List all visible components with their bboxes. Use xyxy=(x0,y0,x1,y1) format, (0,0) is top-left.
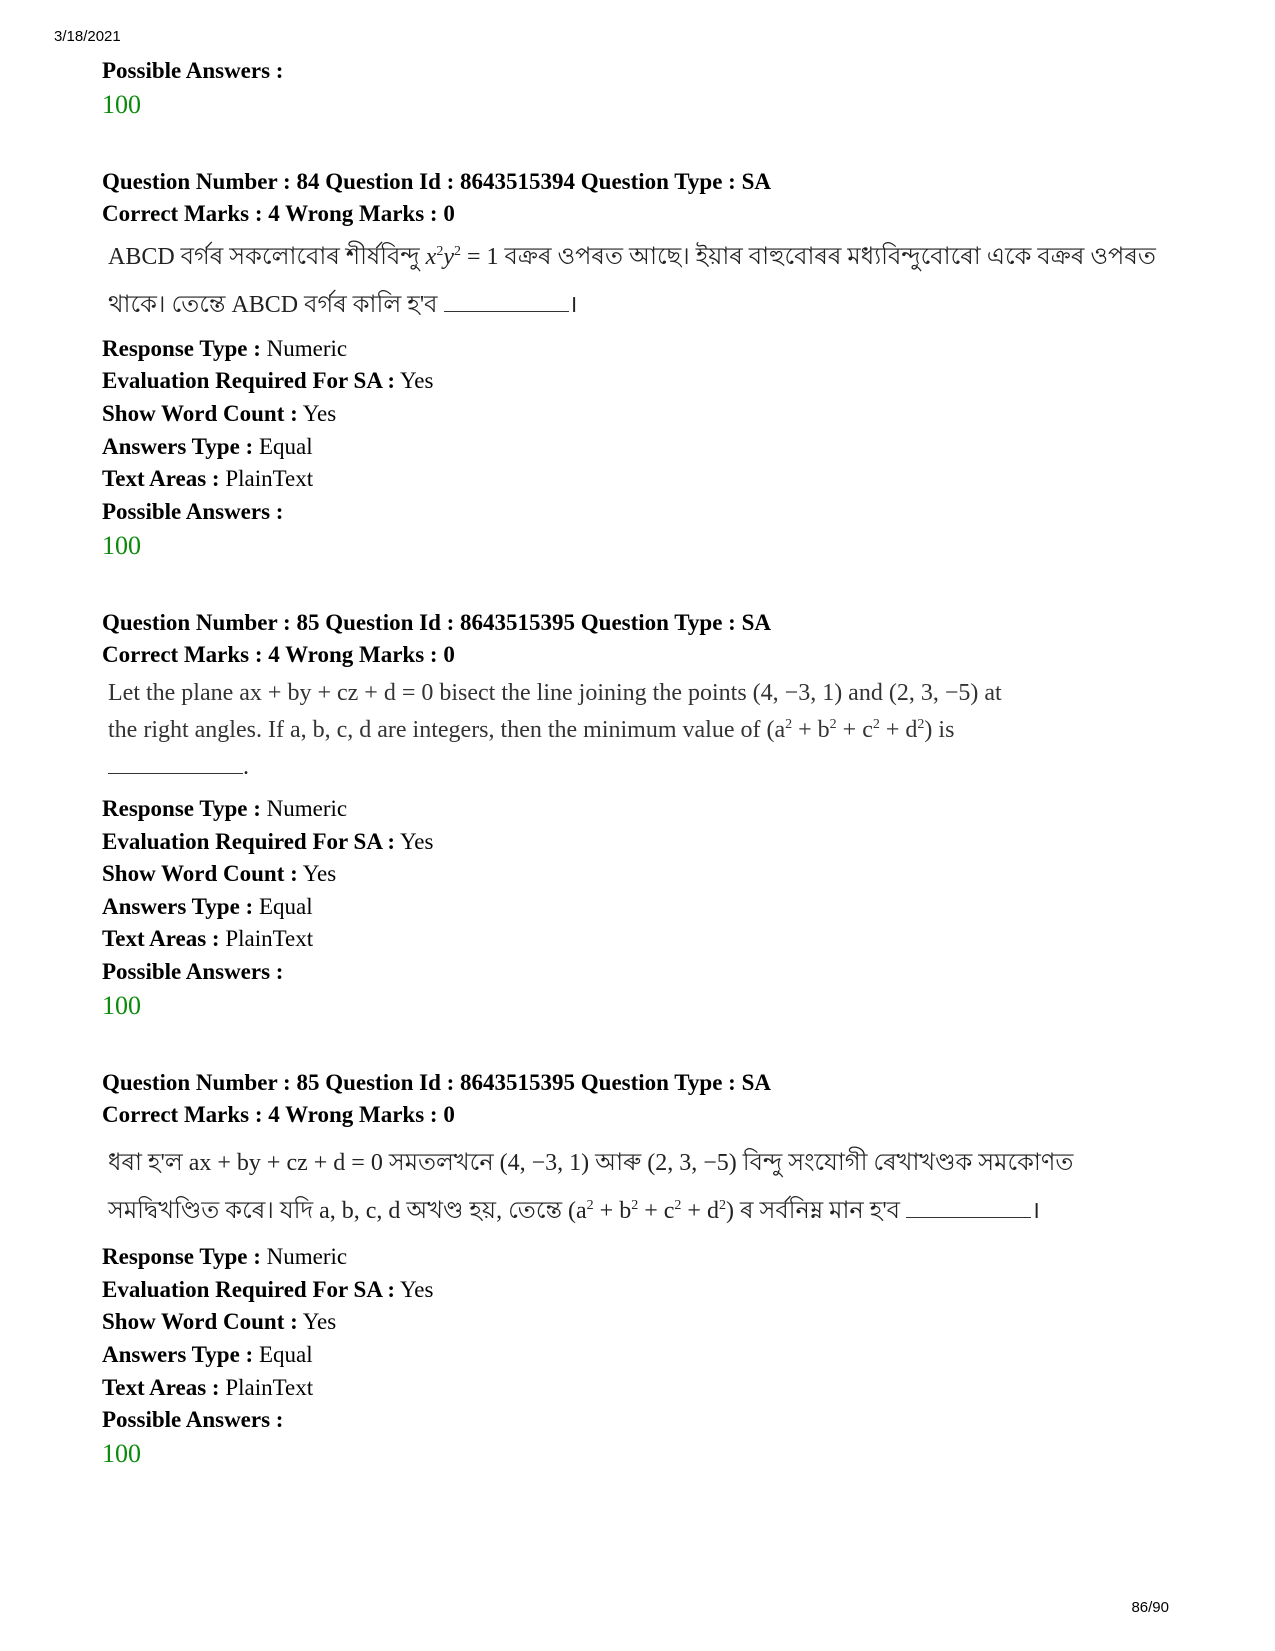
text-areas-row xyxy=(102,1374,313,1402)
field-label: Text Areas : xyxy=(102,466,220,491)
field-value: PlainText xyxy=(225,1375,314,1400)
question-text-line xyxy=(108,1196,1040,1226)
field-label: Show Word Count : xyxy=(102,861,298,886)
page-number: 86/90 xyxy=(1131,1599,1169,1616)
answer-blank xyxy=(444,311,569,312)
period-mark: . xyxy=(243,754,249,780)
field-value: Yes xyxy=(302,401,337,426)
field-label: Show Word Count : xyxy=(102,1309,298,1334)
print-date: 3/18/2021 xyxy=(54,28,121,45)
field-value: Numeric xyxy=(266,796,348,821)
evaluation-required-row xyxy=(102,828,433,856)
field-value: Numeric xyxy=(266,336,348,361)
field-label: Text Areas : xyxy=(102,926,220,951)
field-label: Evaluation Required For SA : xyxy=(102,1277,396,1302)
show-word-count-row xyxy=(102,860,336,888)
question-text-part: থাকে। তেন্তে ABCD বৰ্গৰ কালি হ'ব xyxy=(108,292,438,318)
question-text-line: ধৰা হ'ল ax + by + cz + d = 0 সমতলখনে (4, −3, 1) আৰু (2, 3, −5) বিন্দু সংযোগী ৰেখাখণ্ডক সমকোণত xyxy=(108,1150,1074,1176)
danda-mark: । xyxy=(568,292,578,318)
question-text-part: ABCD বৰ্গৰ সকলোবোৰ শীৰ্ষবিন্দু xyxy=(108,244,420,270)
field-label: Answers Type : xyxy=(102,1342,254,1367)
question-text-line xyxy=(108,242,1156,272)
field-label: Response Type : xyxy=(102,796,261,821)
field-label: Show Word Count : xyxy=(102,401,298,426)
field-value: Yes xyxy=(302,861,337,886)
evaluation-required-row xyxy=(102,367,433,395)
question-text-line xyxy=(108,715,954,745)
answer-blank xyxy=(108,773,243,774)
possible-answer-value: 100 xyxy=(102,90,141,119)
response-type-row xyxy=(102,335,347,363)
field-value: Yes xyxy=(400,1277,434,1302)
question-marks: Correct Marks : 4 Wrong Marks : 0 xyxy=(102,1102,455,1127)
math-expression: $(a^2 + b^2 + c^2 + d^2)$ xyxy=(766,717,933,743)
field-value: Equal xyxy=(258,434,313,459)
text-areas-row xyxy=(102,925,313,953)
field-value: Yes xyxy=(400,829,434,854)
question-text-part: is xyxy=(938,717,955,743)
math-expression: $x^2y^2 = 1$ xyxy=(425,244,499,270)
possible-answers-label: Possible Answers : xyxy=(102,1407,284,1432)
text-areas-row xyxy=(102,465,313,493)
possible-answer-value: 100 xyxy=(102,531,141,560)
response-type-row xyxy=(102,1243,347,1271)
question-text-part: বক্ৰৰ ওপৰত আছে। ইয়াৰ বাহুবোৰৰ মধ্যবিন্দুবোৰো একে বক্ৰৰ ওপৰত xyxy=(504,244,1156,270)
answers-type-row xyxy=(102,433,313,461)
show-word-count-row xyxy=(102,400,336,428)
field-label: Response Type : xyxy=(102,336,261,361)
field-label: Answers Type : xyxy=(102,434,254,459)
field-value: PlainText xyxy=(225,926,314,951)
field-label: Text Areas : xyxy=(102,1375,220,1400)
field-label: Evaluation Required For SA : xyxy=(102,368,396,393)
question-text-part: ৰ সৰ্বনিম্ন মান হ'ব xyxy=(739,1198,901,1224)
answer-blank xyxy=(906,1217,1031,1218)
field-value: Equal xyxy=(258,1342,313,1367)
question-text-part: সমদ্বিখণ্ডিত কৰে। যদি a, b, c, d অখণ্ড হয়, তেন্তে xyxy=(108,1198,563,1224)
field-value: PlainText xyxy=(225,466,314,491)
possible-answers-label: Possible Answers : xyxy=(102,58,284,83)
possible-answer-value: 100 xyxy=(102,1439,141,1468)
danda-mark: । xyxy=(1031,1198,1041,1224)
field-value: Equal xyxy=(258,894,313,919)
possible-answers-label: Possible Answers : xyxy=(102,499,284,524)
evaluation-required-row xyxy=(102,1276,433,1304)
field-value: Yes xyxy=(302,1309,337,1334)
field-value: Numeric xyxy=(266,1244,348,1269)
question-header: Question Number : 85 Question Id : 8643515395 Question Type : SA xyxy=(102,1070,771,1095)
answers-type-row xyxy=(102,1341,313,1369)
question-marks: Correct Marks : 4 Wrong Marks : 0 xyxy=(102,642,455,667)
possible-answer-value: 100 xyxy=(102,991,141,1020)
field-label: Evaluation Required For SA : xyxy=(102,829,396,854)
question-text-line xyxy=(108,752,249,782)
response-type-row xyxy=(102,795,347,823)
question-header: Question Number : 85 Question Id : 8643515395 Question Type : SA xyxy=(102,610,771,635)
field-label: Answers Type : xyxy=(102,894,254,919)
question-text-line: Let the plane ax + by + cz + d = 0 bisect the line joining the points (4, −3, 1) and (2, 3, −5) at xyxy=(108,680,1002,706)
question-header: Question Number : 84 Question Id : 8643515394 Question Type : SA xyxy=(102,169,771,194)
answers-type-row xyxy=(102,893,313,921)
field-label: Response Type : xyxy=(102,1244,261,1269)
field-value: Yes xyxy=(400,368,434,393)
question-text-part: the right angles. If a, b, c, d are integers, then the minimum value of xyxy=(108,717,761,743)
math-expression: $(a^2 + b^2 + c^2 + d^2)$ xyxy=(568,1198,734,1224)
possible-answers-label: Possible Answers : xyxy=(102,959,284,984)
question-text-line xyxy=(108,290,578,320)
question-marks: Correct Marks : 4 Wrong Marks : 0 xyxy=(102,201,455,226)
show-word-count-row xyxy=(102,1308,336,1336)
